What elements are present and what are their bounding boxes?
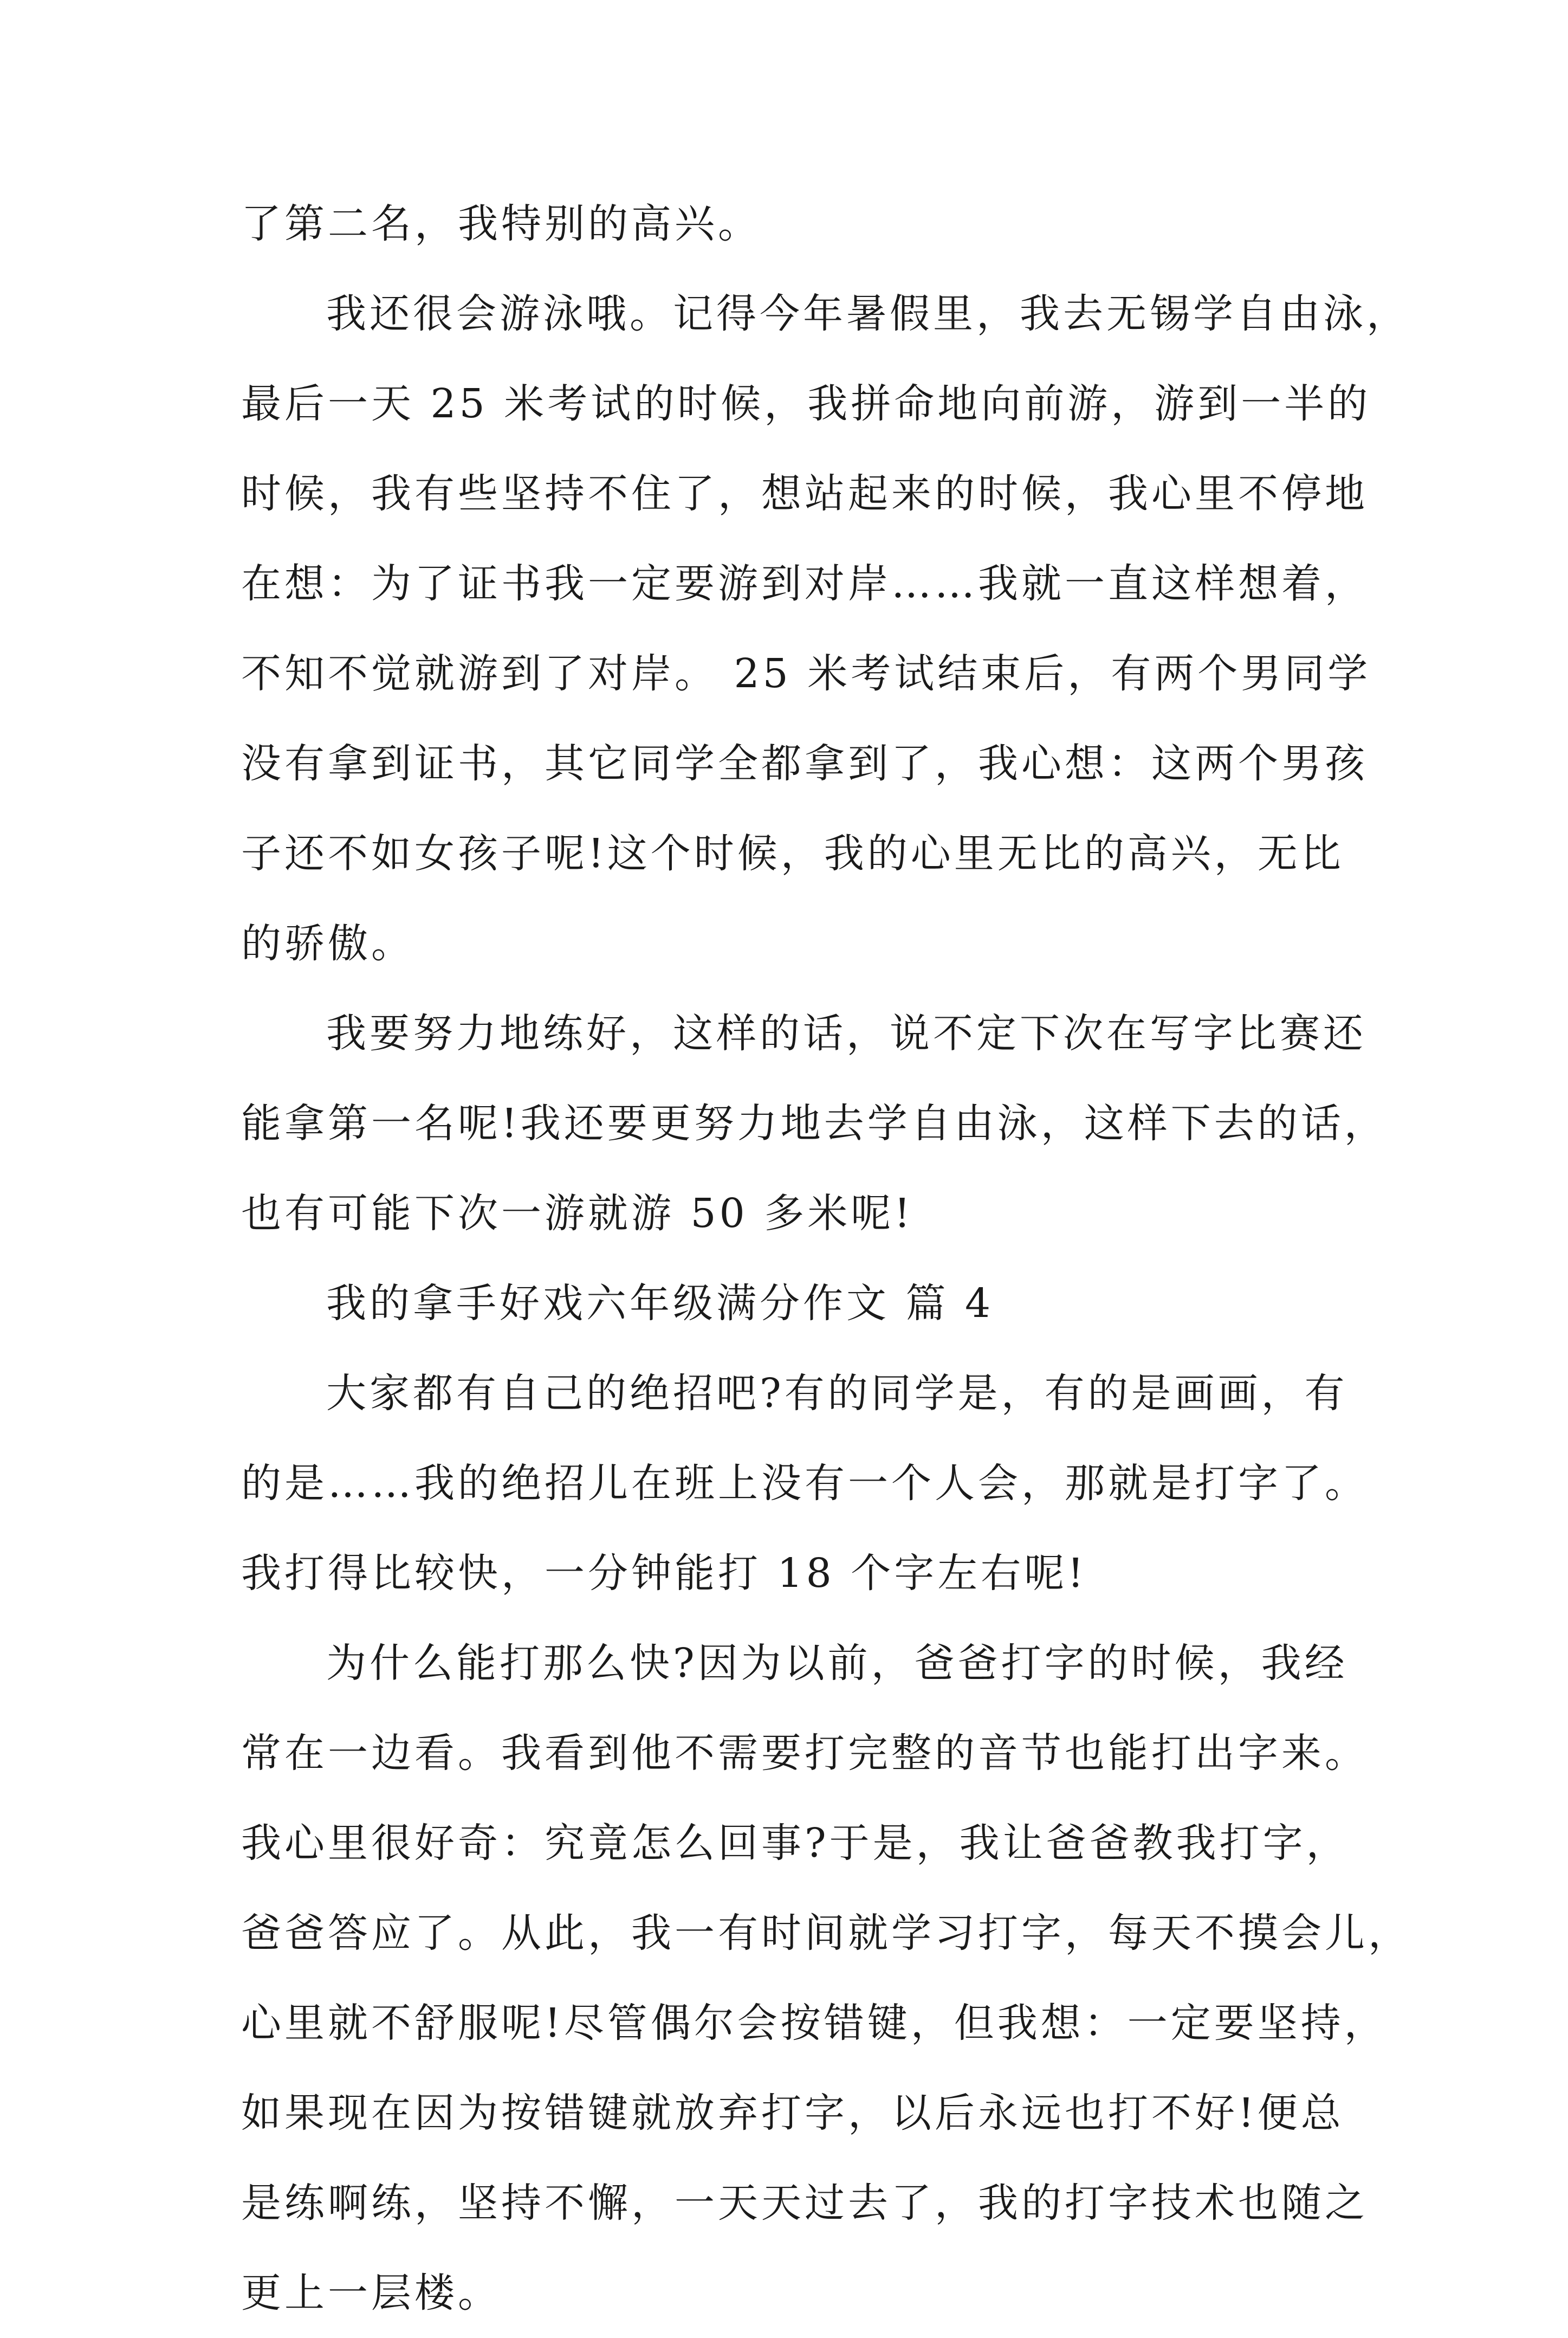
text-line: 是练啊练，坚持不懈，一天天过去了，我的打字技术也随之 <box>241 2180 1368 2226</box>
text-line: 我心里很好奇：究竟怎么回事?于是，我让爸爸教我打字， <box>241 1820 1350 1866</box>
text-line: 的是……我的绝招儿在班上没有一个人会，那就是打字了。 <box>241 1460 1368 1507</box>
text-line: 更上一层楼。 <box>241 2270 501 2316</box>
text-line: 能拿第一名呢!我还要更努力地去学自由泳，这样下去的话， <box>241 1100 1388 1147</box>
paragraph-start-line: 大家都有自己的绝招吧?有的同学是，有的是画画，有 <box>326 1370 1348 1417</box>
text-line: 我打得比较快，一分钟能打 18 个字左右呢! <box>241 1550 1087 1597</box>
text-line: 在想：为了证书我一定要游到对岸……我就一直这样想着， <box>241 560 1368 607</box>
text-line: 时候，我有些坚持不住了，想站起来的时候，我心里不停地 <box>241 470 1368 517</box>
text-line: 心里就不舒服呢!尽管偶尔会按错键，但我想：一定要坚持， <box>241 2000 1388 2046</box>
text-line: 没有拿到证书，其它同学全都拿到了，我心想：这两个男孩 <box>241 740 1368 787</box>
text-line: 子还不如女孩子呢!这个时候，我的心里无比的高兴，无比 <box>241 830 1344 877</box>
article-body <box>241 179 1411 2338</box>
text-line: 如果现在因为按错键就放弃打字，以后永远也打不好!便总 <box>241 2090 1344 2136</box>
paragraph-start-line: 我还很会游泳哦。记得今年暑假里，我去无锡学自由泳， <box>326 290 1410 337</box>
text-line: 也有可能下次一游就游 50 多米呢! <box>241 1190 913 1237</box>
text-line: 了第二名，我特别的高兴。 <box>241 201 761 247</box>
text-line: 爸爸答应了。从此，我一有时间就学习打字，每天不摸会儿， <box>241 1910 1411 1956</box>
text-line: 最后一天 25 米考试的时候，我拼命地向前游，游到一半的 <box>241 380 1371 427</box>
paragraph-start-line: 为什么能打那么快?因为以前，爸爸打字的时候，我经 <box>326 1640 1348 1687</box>
text-line: 常在一边看。我看到他不需要打完整的音节也能打出字来。 <box>241 1730 1368 1777</box>
paragraph-start-line: 我要努力地练好，这样的话，说不定下次在写字比赛还 <box>326 1010 1366 1057</box>
section-heading: 我的拿手好戏六年级满分作文 篇 4 <box>326 1280 994 1327</box>
text-line: 不知不觉就游到了对岸。 25 米考试结束后，有两个男同学 <box>241 650 1371 697</box>
text-line: 的骄傲。 <box>241 920 414 967</box>
